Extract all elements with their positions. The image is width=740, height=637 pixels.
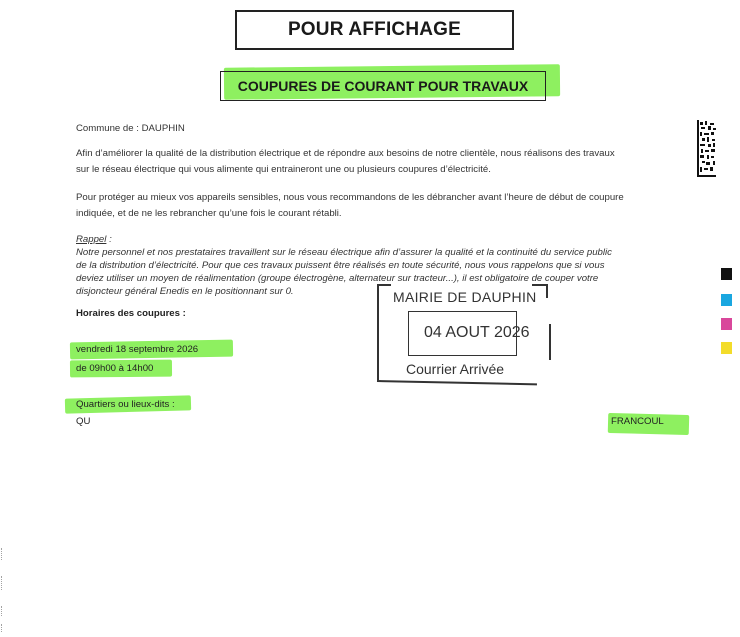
document-title: POUR AFFICHAGE xyxy=(235,10,514,50)
rappel-line-4: disjoncteur général Enedis en le positionnant sur 0. xyxy=(76,286,294,297)
black-registration-mark xyxy=(721,268,732,280)
commune-line: Commune de : DAUPHIN xyxy=(76,123,185,134)
yellow-registration-mark xyxy=(721,342,732,354)
intro-paragraph xyxy=(76,146,676,178)
intro-line-1: Afin d’améliorer la qualité de la distribution électrique et de répondre aux besoins de notre clientèle, nous réalisons des travaux xyxy=(76,148,615,159)
stamp-subtitle: Courrier Arrivée xyxy=(406,361,505,377)
rappel-line-2: de la distribution d’électricité. Pour que ces travaux puissent être réalisés en toute sécurité, nous vous rappelons que si vous xyxy=(76,260,605,271)
outage-time: de 09h00 à 14h00 xyxy=(76,363,154,374)
datamatrix-code-icon xyxy=(697,120,716,177)
stamp-top-left-corner xyxy=(377,284,391,286)
rappel-line-3: deviez utiliser un moyen de réalimentation (groupe électrogène, alternateur sur tracteur...), il est obligatoire de couper votre xyxy=(76,273,599,284)
advice-line-1: Pour protéger au mieux vos appareils sensibles, nous vous recommandons de les débrancher avant l’heure de début de coupure xyxy=(76,192,624,203)
stamp-date: 04 AOUT 2026 xyxy=(424,324,530,341)
stamp-title: MAIRIE DE DAUPHIN xyxy=(393,289,537,305)
area-name: FRANCOUL xyxy=(611,416,664,427)
stamp-top-right-corner xyxy=(532,284,546,286)
outage-date: vendredi 18 septembre 2026 xyxy=(76,344,199,355)
scanner-edge-marks xyxy=(0,548,5,633)
area-code: QU xyxy=(76,416,91,427)
rappel-section: Rappel : Notre personnel et nos prestataires travaillent sur le réseau électrique afin d’assurer la qualité et la continuité du service public de la distribution d’électricité. Pour que ces travaux puissent être réalisés en toute sécurité, nous vous rappelons que si vous deviez utiliser un moyen de réalimentation (groupe électrogène, alternateur sur tracteur...), il est obligatoire de couper votre disjoncteur général Enedis en le positionnant sur 0. xyxy=(76,233,676,298)
intro-line-2: sur le réseau électrique qui vous alimente qui entraineront une ou plusieurs coupures d’électricité. xyxy=(76,164,491,175)
rappel-line-1: Notre personnel et nos prestataires travaillent sur le réseau électrique afin d’assurer la qualité et la continuité du service public xyxy=(76,247,612,258)
rappel-title: Rappel xyxy=(76,234,107,245)
stamp-right-border xyxy=(549,324,551,360)
areas-label: Quartiers ou lieux-dits : xyxy=(76,399,175,410)
stamp-left-border xyxy=(377,284,379,380)
magenta-registration-mark xyxy=(721,318,732,330)
stamp-bottom-border xyxy=(377,380,537,385)
advice-paragraph xyxy=(76,190,676,222)
document-subtitle: COUPURES DE COURANT POUR TRAVAUX xyxy=(220,71,546,101)
cyan-registration-mark xyxy=(721,294,732,306)
advice-line-2: indiquée, et de ne les rebrancher qu’une fois le courant rétabli. xyxy=(76,208,342,219)
schedule-label: Horaires des coupures : xyxy=(76,308,186,319)
stamp-right-top-border xyxy=(546,284,548,298)
